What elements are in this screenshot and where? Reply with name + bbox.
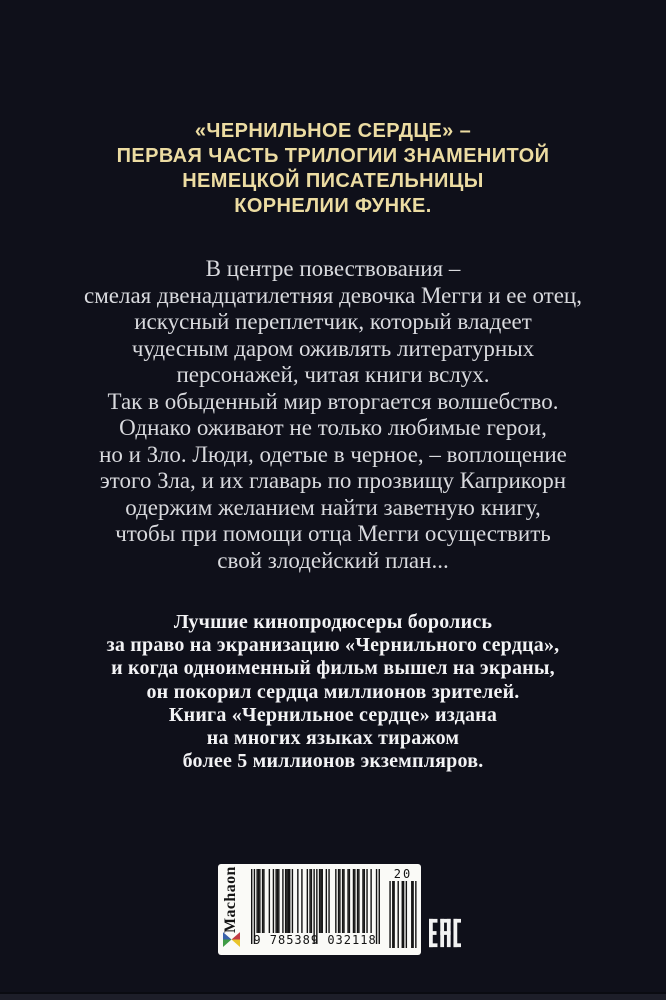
eac-certification-icon (429, 918, 461, 948)
synopsis (20, 256, 646, 574)
ean2-addon-barcode (388, 881, 417, 950)
synopsis-line: но и Зло. Люди, одетые в черное, – воплощение (99, 441, 567, 467)
headline-line: КОРНЕЛИИ ФУНКЕ. (234, 195, 432, 217)
synopsis-line: этого Зла, и их главарь по прозвищу Каприкорн (99, 468, 567, 493)
barcode-addon-label: 20 (393, 867, 413, 881)
synopsis-line: одержим желанием найти заветную книгу, (125, 494, 541, 520)
film-note-line: более 5 миллионов экземпляров. (182, 750, 484, 773)
film-note-line: и когда одноименный фильм вышел на экраны, (111, 657, 555, 680)
cover-bottom-edge (0, 992, 666, 1000)
synopsis-line: чтобы при помощи отца Мегги осуществить (115, 521, 551, 546)
synopsis-line: Так в обыденный мир вторгается волшебство. (107, 388, 559, 414)
film-note (20, 611, 646, 773)
synopsis-line: смелая двенадцатилетняя девочка Мегги и ее отец, (84, 282, 582, 308)
headline-line: НЕМЕЦКОЙ ПИСАТЕЛЬНИЦЫ (182, 170, 484, 192)
synopsis-line: искусный переплетчик, который владеет (134, 309, 532, 334)
film-note-line: Книга «Чернильное сердце» издана (168, 703, 498, 726)
headline-line: ПЕРВАЯ ЧАСТЬ ТРИЛОГИИ ЗНАМЕНИТОЙ (116, 145, 550, 167)
synopsis-line: свой злодейский план... (217, 547, 449, 573)
synopsis-line: Однако оживают не только любимые герои, (119, 415, 547, 440)
film-note-line: на многих языках тиражом (206, 727, 460, 750)
synopsis-line: В центре повествования – (205, 256, 461, 281)
headline (0, 119, 666, 219)
synopsis-line: чудесным даром оживлять литературных (131, 335, 535, 361)
ean13-digits: 9 785389 032118 (253, 933, 377, 947)
film-note-line: Лучшие кинопродюсеры боролись (173, 611, 493, 633)
barcode-label (218, 864, 421, 955)
publisher-logo-text: Machaon (222, 866, 239, 933)
film-note-line: он покорил сердца миллионов зрителей. (146, 680, 520, 703)
headline-line: «ЧЕРНИЛЬНОЕ СЕРДЦЕ» – (194, 120, 472, 142)
film-note-line: за право на экранизацию «Чернильного сердца», (106, 634, 560, 657)
synopsis-line: персонажей, читая книги вслух. (176, 362, 490, 387)
machaon-butterfly-icon (223, 931, 240, 948)
